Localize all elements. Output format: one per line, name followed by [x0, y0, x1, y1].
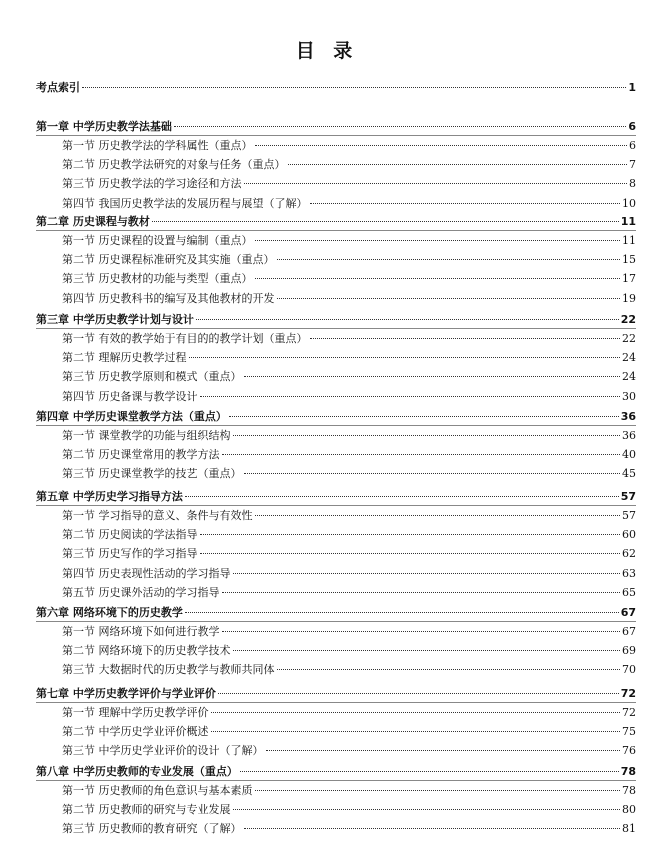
toc-entry-label: 第三节 历史教学原则和模式（重点） [62, 370, 242, 384]
dot-leader [266, 750, 621, 751]
toc-chapter-4[interactable] [36, 410, 636, 424]
toc-entry-label: 第一节 历史教学法的学科属性（重点） [62, 139, 253, 152]
dot-leader [211, 712, 621, 713]
toc-chapter-2[interactable] [36, 215, 636, 229]
toc-section-1-3[interactable] [62, 177, 636, 191]
toc-section-5-2[interactable] [62, 528, 636, 542]
dot-leader [277, 669, 621, 670]
toc-chapter-3[interactable] [36, 313, 636, 327]
dot-leader [244, 376, 621, 377]
toc-section-2-4[interactable] [62, 292, 636, 306]
toc-entry-page: 45 [622, 467, 636, 481]
toc-section-1-4[interactable] [62, 197, 636, 211]
toc-entry-page: 67 [620, 606, 636, 619]
dot-leader [233, 573, 621, 574]
dot-leader [255, 240, 621, 241]
toc-entry-label: 第二节 历史课程标准研究及其实施（重点） [62, 253, 275, 267]
toc-section-7-3[interactable] [62, 744, 636, 758]
toc-chapter-1[interactable] [36, 120, 636, 134]
toc-entry-label: 第三节 历史教师的教育研究（了解） [62, 822, 242, 836]
toc-entry-page: 57 [622, 509, 636, 522]
dot-leader [185, 496, 619, 497]
toc-entry-page: 63 [622, 566, 636, 580]
dot-leader [233, 650, 621, 651]
chapter-rule [36, 425, 636, 426]
toc-section-2-3[interactable] [62, 272, 636, 286]
toc-section-3-4[interactable] [62, 390, 636, 404]
chapter-rule [36, 621, 636, 622]
toc-entry-label: 第三节 历史教学法的学习途径和方法 [62, 177, 242, 191]
toc-section-7-2[interactable] [62, 725, 636, 739]
dot-leader [310, 203, 621, 204]
toc-section-8-3[interactable] [62, 822, 636, 836]
dot-leader [233, 809, 621, 810]
dot-leader [229, 416, 619, 417]
page-title: 目 录 [295, 40, 359, 62]
dot-leader [152, 221, 619, 222]
dot-leader [255, 278, 621, 279]
toc-entry-label: 第四节 历史备课与教学设计 [62, 389, 198, 403]
toc-entry-label: 考点索引 [36, 81, 80, 94]
toc-entry-label: 第二节 网络环境下的历史教学技术 [62, 644, 231, 658]
dot-leader [196, 319, 619, 320]
toc-entry-page: 36 [620, 410, 636, 423]
toc-entry-label: 第一节 学习指导的意义、条件与有效性 [62, 509, 253, 522]
chapter-rule [36, 505, 636, 506]
toc-entry-label: 第一章 中学历史教学法基础 [36, 120, 172, 133]
toc-entry-page: 62 [622, 547, 636, 561]
toc-section-6-2[interactable] [62, 644, 636, 658]
toc-section-5-1[interactable] [62, 509, 636, 523]
toc-entry-page: 6 [628, 120, 636, 133]
toc-entry-label: 第五节 历史课外活动的学习指导 [62, 585, 220, 599]
toc-entry-label: 第二节 理解历史教学过程 [62, 351, 187, 365]
dot-leader [255, 515, 621, 516]
toc-entry-page: 24 [622, 370, 636, 384]
toc-section-1-2[interactable] [62, 158, 636, 172]
toc-entry-index[interactable] [36, 81, 636, 95]
toc-entry-label: 第四节 历史教科书的编写及其他教材的开发 [62, 291, 275, 305]
dot-leader [200, 553, 621, 554]
toc-chapter-5[interactable] [36, 490, 636, 504]
chapter-rule [36, 780, 636, 781]
toc-entry-label: 第一节 有效的教学始于有目的的教学计划（重点） [62, 332, 308, 345]
toc-section-8-1[interactable] [62, 784, 636, 798]
toc-entry-page: 69 [622, 644, 636, 658]
dot-leader [240, 771, 619, 772]
toc-section-6-3[interactable] [62, 663, 636, 677]
toc-entry-page: 6 [629, 139, 636, 152]
dot-leader [244, 183, 628, 184]
dot-leader [82, 87, 626, 88]
toc-section-5-3[interactable] [62, 547, 636, 561]
chapter-rule [36, 328, 636, 329]
dot-leader [200, 396, 621, 397]
toc-entry-page: 15 [622, 253, 636, 267]
toc-section-7-1[interactable] [62, 706, 636, 720]
dot-leader [310, 338, 621, 339]
toc-entry-label: 第二节 中学历史学业评价概述 [62, 725, 209, 739]
dot-leader [211, 731, 621, 732]
toc-entry-label: 第三章 中学历史教学计划与设计 [36, 313, 194, 326]
toc-entry-page: 81 [622, 822, 636, 836]
toc-entry-page: 75 [622, 725, 636, 739]
toc-entry-label: 第五章 中学历史学习指导方法 [36, 490, 183, 503]
toc-section-3-1[interactable] [62, 332, 636, 346]
toc-chapter-6[interactable] [36, 606, 636, 620]
chapter-rule [36, 135, 636, 136]
toc-section-1-1[interactable] [62, 139, 636, 153]
toc-entry-page: 1 [628, 81, 636, 94]
toc-entry-label: 第三节 大数据时代的历史教学与教师共同体 [62, 663, 275, 677]
toc-entry-label: 第六章 网络环境下的历史教学 [36, 606, 183, 619]
toc-section-2-1[interactable] [62, 234, 636, 248]
toc-entry-label: 第一节 课堂教学的功能与组织结构 [62, 429, 231, 442]
toc-chapter-8[interactable] [36, 765, 636, 779]
toc-section-6-1[interactable] [62, 625, 636, 639]
toc-entry-label: 第二节 历史课堂常用的教学方法 [62, 448, 220, 462]
toc-entry-page: 72 [620, 687, 636, 700]
toc-section-3-3[interactable] [62, 370, 636, 384]
toc-entry-page: 78 [620, 765, 636, 778]
toc-entry-label: 第三节 中学历史学业评价的设计（了解） [62, 744, 264, 758]
dot-leader [233, 435, 621, 436]
toc-entry-label: 第七章 中学历史教学评价与学业评价 [36, 687, 216, 700]
toc-entry-label: 第八章 中学历史教师的专业发展（重点） [36, 765, 238, 778]
toc-section-8-2[interactable] [62, 803, 636, 817]
dot-leader [244, 828, 621, 829]
toc-entry-page: 70 [622, 663, 636, 677]
toc-entry-label: 第四章 中学历史课堂教学方法（重点） [36, 410, 227, 423]
toc-entry-label: 第一节 历史教师的角色意识与基本素质 [62, 784, 253, 797]
toc-entry-label: 第二节 历史阅读的学法指导 [62, 528, 198, 542]
toc-entry-page: 76 [622, 744, 636, 758]
dot-leader [200, 534, 621, 535]
dot-leader [185, 612, 619, 613]
toc-entry-page: 11 [622, 234, 636, 247]
toc-section-5-5[interactable] [62, 586, 636, 600]
toc-entry-page: 67 [622, 625, 636, 638]
toc-section-4-1[interactable] [62, 429, 636, 443]
toc-entry-page: 80 [622, 803, 636, 817]
toc-entry-page: 8 [629, 177, 636, 191]
toc-section-4-3[interactable] [62, 467, 636, 481]
dot-leader [255, 790, 621, 791]
toc-entry-page: 19 [622, 291, 636, 305]
dot-leader [277, 298, 621, 299]
toc-entry-page: 40 [622, 448, 636, 462]
toc-entry-page: 11 [620, 215, 636, 228]
toc-entry-page: 22 [622, 332, 636, 345]
dot-leader [222, 592, 621, 593]
toc-section-3-2[interactable] [62, 351, 636, 365]
toc-entry-label: 第四节 历史表现性活动的学习指导 [62, 566, 231, 580]
dot-leader [222, 631, 621, 632]
toc-entry-label: 第一节 理解中学历史教学评价 [62, 706, 209, 719]
dot-leader [174, 126, 627, 127]
toc-section-5-4[interactable] [62, 567, 636, 581]
toc-entry-page: 60 [622, 528, 636, 542]
toc-entry-label: 第三节 历史课堂教学的技艺（重点） [62, 467, 242, 481]
toc-entry-label: 第四节 我国历史教学法的发展历程与展望（了解） [62, 196, 308, 210]
dot-leader [218, 693, 619, 694]
dot-leader [189, 357, 621, 358]
toc-entry-page: 17 [622, 272, 636, 286]
toc-entry-label: 第三节 历史教材的功能与类型（重点） [62, 272, 253, 286]
toc-section-2-2[interactable] [62, 253, 636, 267]
toc-entry-page: 65 [622, 585, 636, 599]
toc-entry-page: 36 [622, 429, 636, 442]
toc-entry-label: 第二章 历史课程与教材 [36, 215, 150, 228]
dot-leader [255, 145, 628, 146]
toc-entry-page: 30 [622, 389, 636, 403]
toc-entry-label: 第一节 网络环境下如何进行教学 [62, 625, 220, 638]
toc-entry-label: 第三节 历史写作的学习指导 [62, 547, 198, 561]
toc-entry-page: 78 [622, 784, 636, 797]
toc-chapter-7[interactable] [36, 687, 636, 701]
chapter-rule [36, 230, 636, 231]
dot-leader [288, 164, 628, 165]
toc-entry-label: 第二节 历史教师的研究与专业发展 [62, 803, 231, 817]
dot-leader [222, 454, 621, 455]
toc-entry-page: 7 [629, 158, 636, 172]
toc-entry-label: 第一节 历史课程的设置与编制（重点） [62, 234, 253, 247]
toc-entry-page: 22 [620, 313, 636, 326]
toc-entry-page: 24 [622, 351, 636, 365]
toc-entry-page: 10 [622, 196, 636, 210]
toc-entry-label: 第二节 历史教学法研究的对象与任务（重点） [62, 158, 286, 172]
toc-entry-page: 72 [622, 706, 636, 719]
dot-leader [277, 259, 621, 260]
toc-entry-page: 57 [620, 490, 636, 503]
toc-section-4-2[interactable] [62, 448, 636, 462]
dot-leader [244, 473, 621, 474]
chapter-rule [36, 702, 636, 703]
